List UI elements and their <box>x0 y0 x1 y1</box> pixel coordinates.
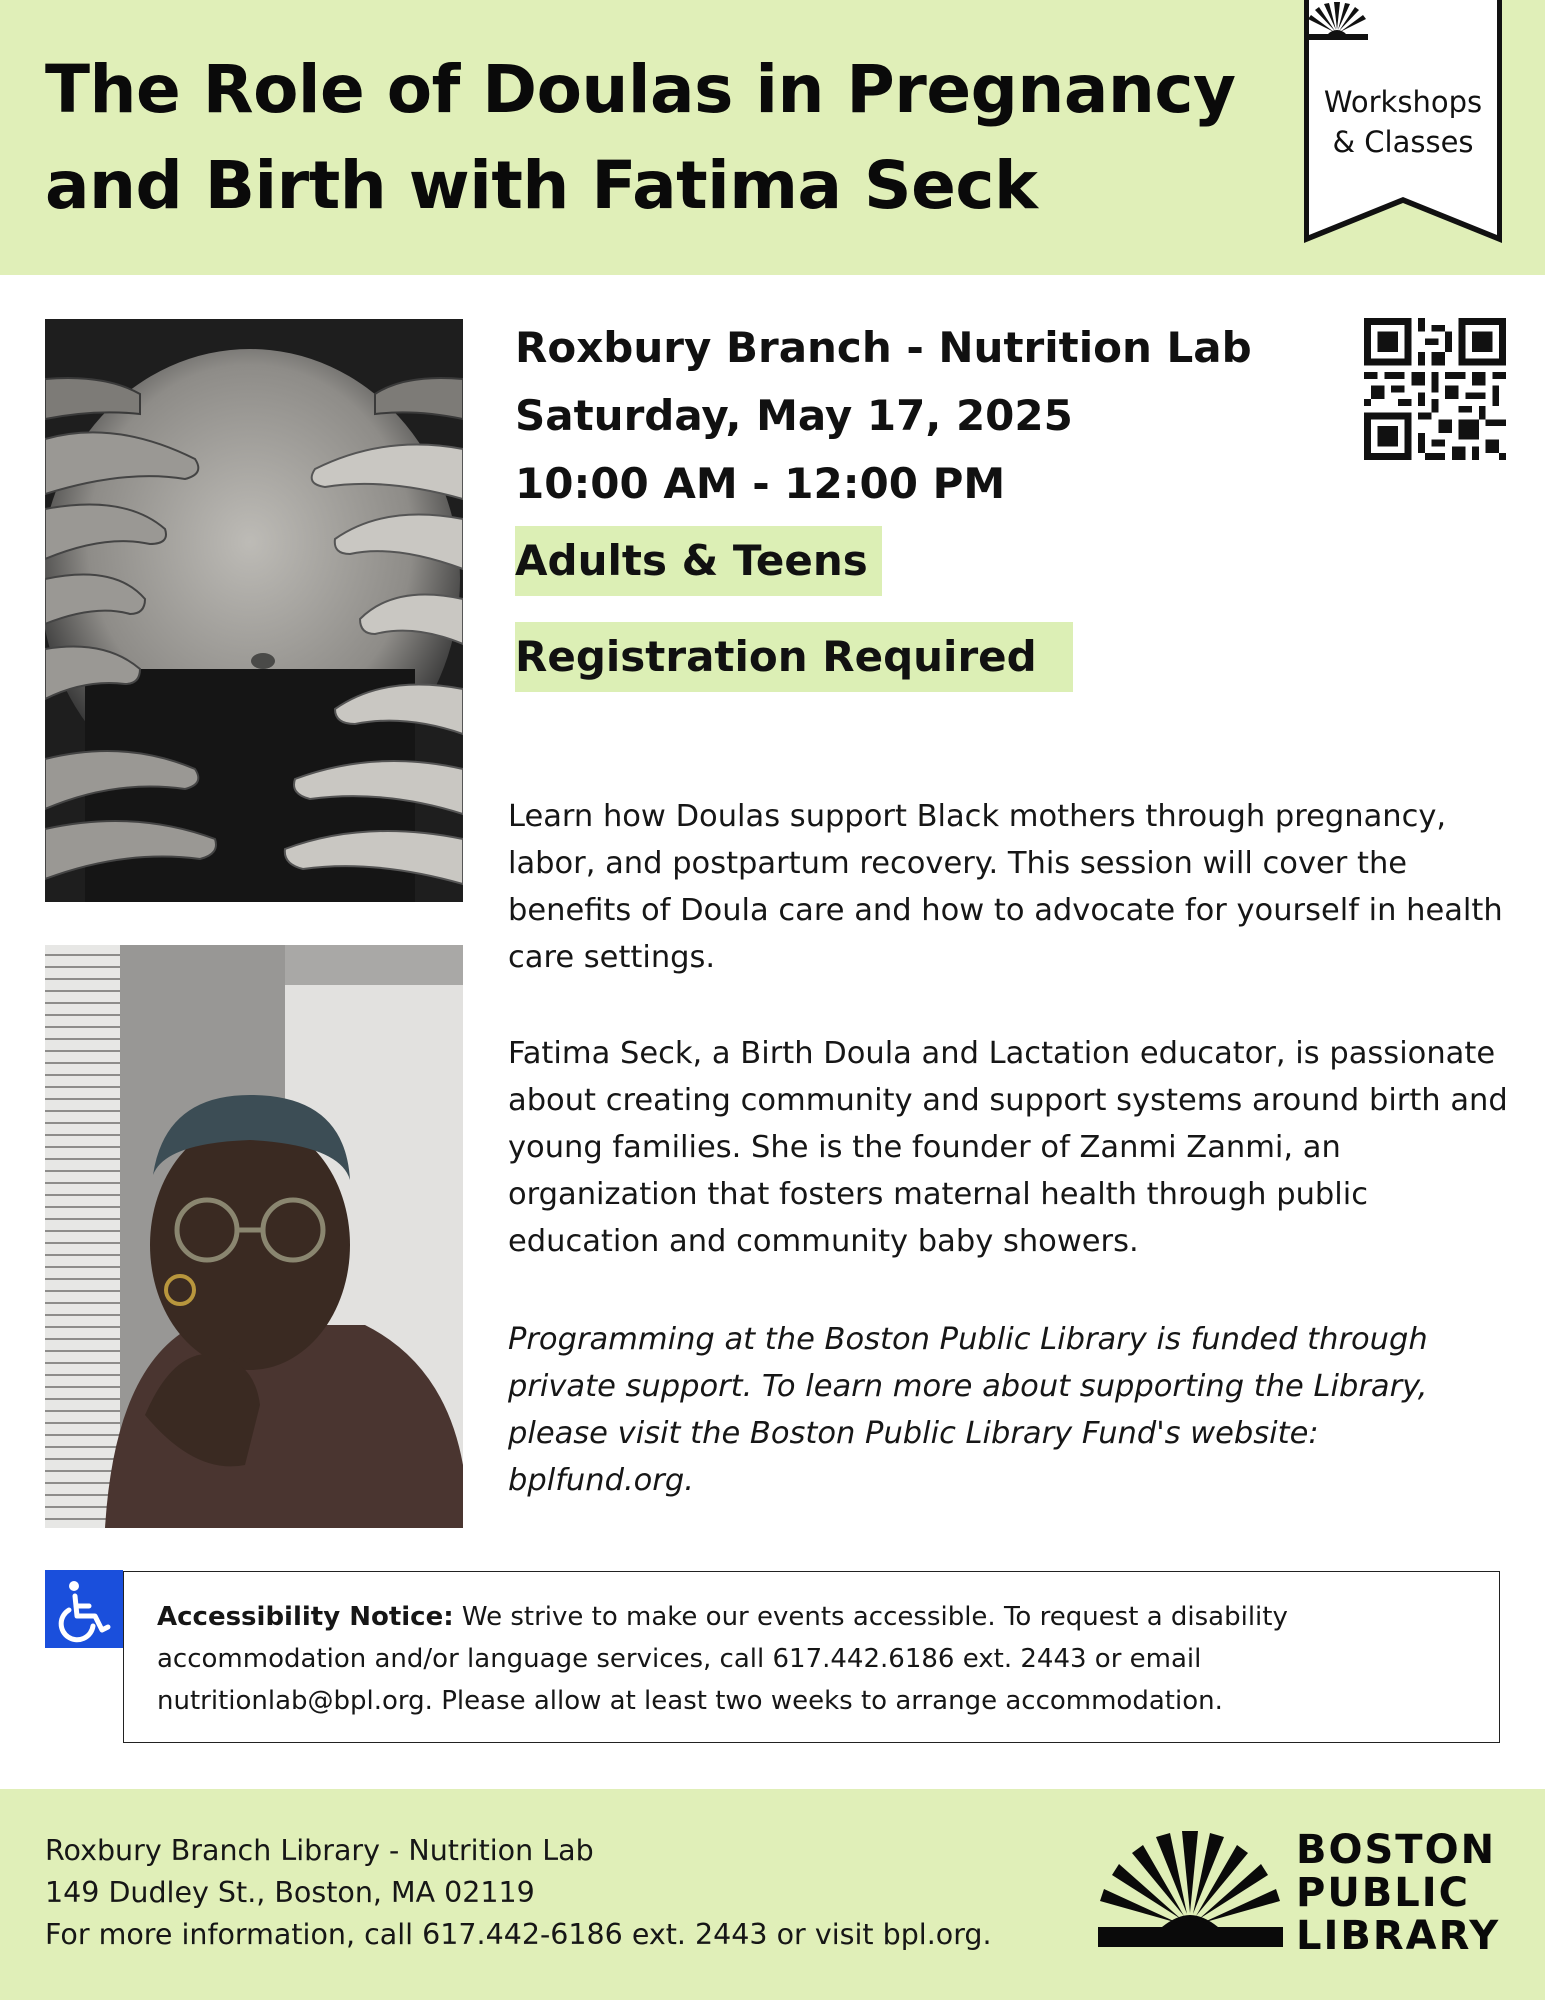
audience-tag: Adults & Teens <box>515 526 882 596</box>
banner-line-2: & Classes <box>1332 125 1474 159</box>
wordmark-line-1: BOSTON <box>1296 1827 1497 1873</box>
event-location: Roxbury Branch - Nutrition Lab <box>515 323 1252 372</box>
accessibility-body: We strive to make our events accessible. To request a disability accommodation and/or language services, call 617.442.6186 ext. 2443 or email nutritionlab@bpl.org. Please allow at least two weeks to arrange accommodation. <box>157 1602 1288 1716</box>
registration-tag: Registration Required <box>515 622 1073 692</box>
funding-note: Programming at the Boston Public Library is funded through private support. To learn more about supporting the Library, please visit the Boston Public Library Fund's website: bplfund.org. <box>508 1322 1428 1498</box>
footer <box>0 1789 1545 2000</box>
event-date: Saturday, May 17, 2025 <box>515 391 1073 440</box>
event-time: 10:00 AM - 12:00 PM <box>515 459 1006 508</box>
open-book-rays-icon <box>1304 0 1370 42</box>
workshops-banner <box>1304 0 1502 243</box>
wordmark-line-3: LIBRARY <box>1296 1913 1501 1959</box>
wordmark-line-2: PUBLIC <box>1296 1870 1471 1916</box>
boston-public-library-logo[interactable] <box>1098 1829 1508 1959</box>
description-paragraph-1: Learn how Doulas support Black mothers through pregnancy, labor, and postpartum recovery. This session will cover the benefits of Doula care and how to advocate for yourself in health care settings. <box>508 799 1503 975</box>
banner-line-1: Workshops <box>1323 85 1483 119</box>
description-paragraph-2: Fatima Seck, a Birth Doula and Lactation educator, is passionate about creating community and support systems around birth and young families. She is the founder of Zanmi Zanmi, an organization that fosters maternal health through public education and community baby showers. <box>508 1036 1508 1259</box>
qr-code-icon[interactable] <box>1364 318 1506 460</box>
hands-on-belly-photo <box>45 319 463 902</box>
accessibility-label: Accessibility Notice: <box>157 1602 454 1632</box>
page-title: The Role of Doulas in Pregnancy and Birth with Fatima Seck <box>45 51 1236 224</box>
accessibility-notice <box>123 1571 1500 1743</box>
fatima-seck-portrait-photo <box>45 945 463 1528</box>
footer-branch: Roxbury Branch Library - Nutrition Lab <box>45 1834 594 1867</box>
event-details <box>515 314 1315 518</box>
footer-more-info: For more information, call 617.442-6186 ext. 2443 or visit bpl.org. <box>45 1918 992 1951</box>
library-wordmark <box>1296 1829 1508 1958</box>
footer-contact <box>45 1830 1065 1956</box>
open-book-rays-icon <box>1098 1829 1283 1949</box>
accessibility-text <box>157 1596 1457 1722</box>
wheelchair-icon <box>45 1570 123 1648</box>
header <box>0 0 1545 275</box>
footer-address: 149 Dudley St., Boston, MA 02119 <box>45 1876 535 1909</box>
banner-label <box>1304 82 1502 162</box>
